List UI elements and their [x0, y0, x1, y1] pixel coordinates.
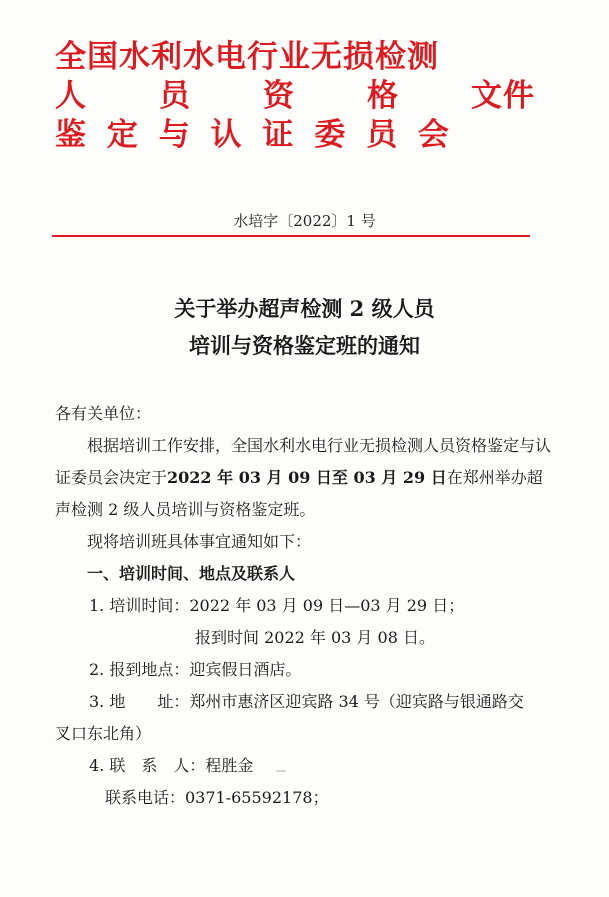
issuer-char: 定 — [106, 117, 139, 153]
item-address-cont: 叉口东北角） — [55, 724, 152, 743]
intro-text-a: 根据培训工作安排，全国水利水电行业无损检测人员资格鉴定与认证委员会决定于 — [55, 436, 552, 487]
item-contact: 4. 联 系 人：程胜金 — [89, 756, 254, 775]
issuer-char: 委 — [314, 117, 347, 153]
document-number: 水培字〔2022〕1 号 — [233, 212, 376, 230]
salutation: 各有关单位： — [55, 404, 152, 423]
issuer-char: 员 — [159, 78, 191, 114]
issuer-char: 鉴 — [55, 117, 87, 153]
issuer-line-2 — [55, 77, 535, 116]
item-report-time: 报到时间 2022 年 03 月 08 日。 — [195, 628, 435, 647]
issuer-char: 员 — [366, 117, 399, 153]
item-phone: 联系电话：0371-65592178； — [105, 788, 329, 807]
issuer-char: 会 — [417, 117, 450, 153]
issuer-char: 格 — [367, 78, 399, 114]
title-line-1: 关于举办超声检测 2 级人员 — [174, 296, 435, 321]
section-heading: 一、培训时间、地点及联系人 — [87, 564, 296, 583]
scan-mark — [276, 770, 286, 772]
issuer-line-3 — [55, 116, 450, 155]
title-line-2: 培训与资格鉴定班的通知 — [189, 333, 420, 358]
item-address: 3. 地 址：郑州市惠济区迎宾路 34 号（迎宾路与银通路交 — [89, 692, 524, 711]
item-report-location: 2. 报到地点：迎宾假日酒店。 — [89, 660, 302, 679]
notice-body — [55, 398, 555, 814]
issuer-char: 与 — [158, 117, 191, 153]
issuer-char: 人 — [55, 78, 87, 114]
issuer-char: 认 — [210, 117, 243, 153]
issuer-line-1: 全国水利水电行业无损检测 — [55, 39, 439, 75]
issuer-header — [55, 38, 535, 155]
issuer-char: 证 — [262, 117, 295, 153]
training-dates: 2022 年 03 月 09 日至 03 月 29 日 — [167, 468, 447, 487]
red-divider — [52, 235, 530, 237]
intro-paragraph — [55, 430, 555, 526]
item-training-time: 1. 培训时间：2022 年 03 月 09 日—03 月 29 日； — [89, 596, 465, 615]
issuer-char: 文件 — [471, 78, 535, 114]
notice-intro: 现将培训班具体事宜通知如下： — [87, 532, 312, 551]
issuer-char: 资 — [263, 78, 295, 114]
intro-text-b: 在郑州举办超声检测 2 级人员培训与资格鉴定班。 — [55, 468, 543, 519]
notice-title — [0, 290, 609, 364]
